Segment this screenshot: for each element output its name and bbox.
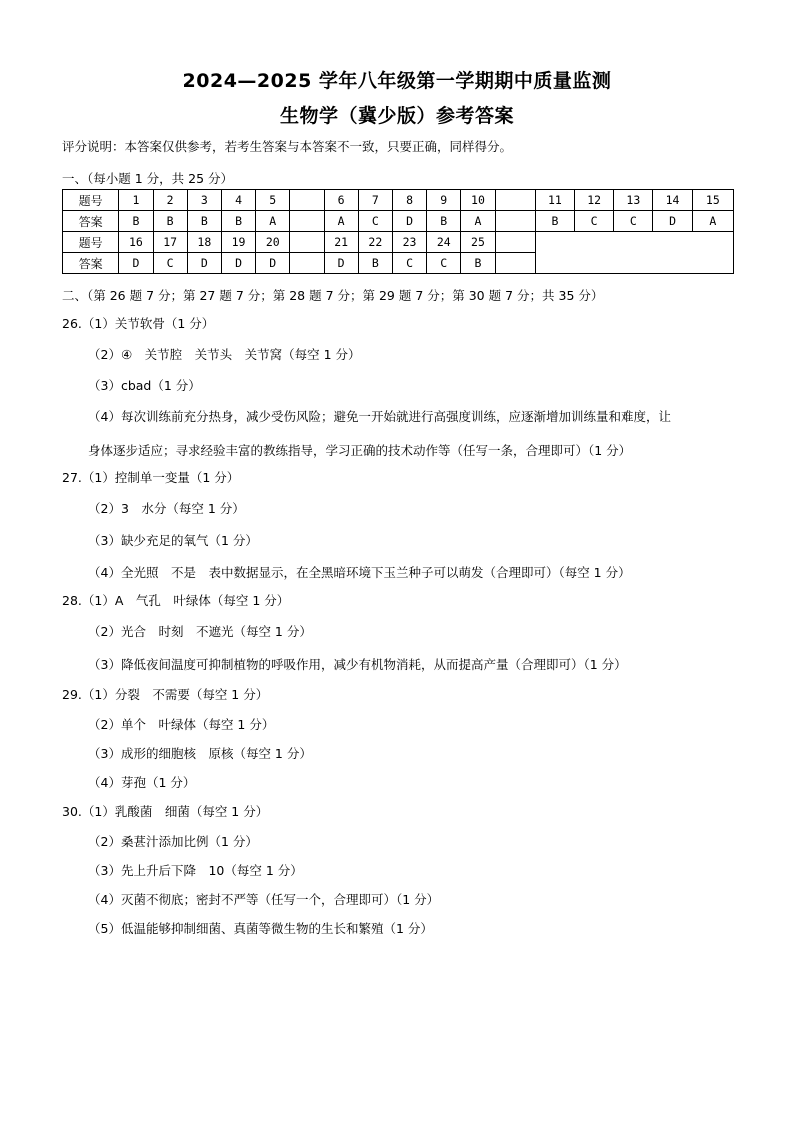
q29-part2: （2）单个 叶绿体（每空 1 分） (88, 717, 275, 732)
table-cell: 9 (427, 190, 461, 211)
table-cell: B (358, 253, 392, 274)
q30-part2: （2）桑葚汁添加比例（1 分） (88, 834, 258, 849)
table-cell: D (221, 253, 255, 274)
q30-part4: （4）灭菌不彻底；密封不严等（任写一个，合理即可）（1 分） (88, 892, 440, 907)
table-cell-empty (290, 211, 324, 232)
q26-part1: 26.（1）关节软骨（1 分） (62, 316, 215, 331)
table-cell: 4 (221, 190, 255, 211)
q27-part4: （4）全光照 不是 表中数据显示，在全黑暗环境下玉兰种子可以萌发（合理即可）（每空 1 分） (88, 565, 631, 580)
table-cell: B (461, 253, 495, 274)
table-cell: B (427, 211, 461, 232)
q30-part1: 30.（1）乳酸菌 细菌（每空 1 分） (62, 804, 269, 819)
q28-part2: （2）光合 时刻 不遮光（每空 1 分） (88, 624, 312, 639)
table-cell: C (392, 253, 426, 274)
table-cell-empty (290, 190, 324, 211)
table-cell: 16 (119, 232, 153, 253)
q28-part3: （3）降低夜间温度可抑制植物的呼吸作用，减少有机物消耗，从而提高产量（合理即可）（1 分） (88, 657, 627, 672)
table-cell: 1 (119, 190, 153, 211)
table-cell: D (187, 253, 221, 274)
table-cell: D (119, 253, 153, 274)
q29-part1: 29.（1）分裂 不需要（每空 1 分） (62, 687, 269, 702)
table-row (63, 232, 734, 253)
table-cell: 21 (324, 232, 358, 253)
section2-title: 二、（第 26 题 7 分；第 27 题 7 分；第 28 题 7 分；第 29 题 7 分；第 30 题 7 分；共 35 分） (62, 288, 604, 303)
page-title: 2024—2025 学年八年级第一学期期中质量监测 (182, 70, 612, 92)
table-cell: 20 (256, 232, 290, 253)
table-header-cell: 答案 (63, 211, 119, 232)
table-cell-empty (495, 232, 535, 253)
table-cell: 22 (358, 232, 392, 253)
table-cell: 24 (427, 232, 461, 253)
table-cell: 5 (256, 190, 290, 211)
table-cell: C (153, 253, 187, 274)
table-cell: C (575, 211, 614, 232)
q26-part4: （4）每次训练前充分热身，减少受伤风险；避免一开始就进行高强度训练，应逐渐增加训练量和难度，让 (88, 409, 671, 424)
table-cell: 15 (692, 190, 733, 211)
table-cell: 2 (153, 190, 187, 211)
table-cell: 13 (614, 190, 653, 211)
q27-part3: （3）缺少充足的氧气（1 分） (88, 533, 258, 548)
table-cell: D (653, 211, 692, 232)
table-header-cell: 题号 (63, 190, 119, 211)
table-cell: 23 (392, 232, 426, 253)
q29-part4: （4）芽孢（1 分） (88, 775, 196, 790)
table-cell-empty (290, 253, 324, 274)
table-cell-empty (495, 211, 535, 232)
table-cell: 14 (653, 190, 692, 211)
table-cell: 8 (392, 190, 426, 211)
table-cell: 10 (461, 190, 495, 211)
table-cell: B (221, 211, 255, 232)
table-cell: B (153, 211, 187, 232)
q26-part3: （3）cbad（1 分） (88, 378, 201, 393)
table-cell: 17 (153, 232, 187, 253)
table-cell: D (256, 253, 290, 274)
table-cell: C (427, 253, 461, 274)
answer-table (62, 189, 734, 274)
table-cell-empty (495, 253, 535, 274)
table-cell-empty (495, 190, 535, 211)
q27-part2: （2）3 水分（每空 1 分） (88, 501, 245, 516)
q30-part5: （5）低温能够抑制细菌、真菌等微生物的生长和繁殖（1 分） (88, 921, 433, 936)
table-cell: B (535, 211, 574, 232)
table-header-cell: 答案 (63, 253, 119, 274)
table-cell: C (614, 211, 653, 232)
q27-part1: 27.（1）控制单一变量（1 分） (62, 470, 240, 485)
table-cell: B (187, 211, 221, 232)
table-cell: 3 (187, 190, 221, 211)
table-header-cell: 题号 (63, 232, 119, 253)
grading-note: 评分说明：本答案仅供参考，若考生答案与本答案不一致，只要正确，同样得分。 (62, 139, 513, 154)
table-cell: C (358, 211, 392, 232)
table-cell: D (324, 253, 358, 274)
q26-part2: （2）④ 关节腔 关节头 关节窝（每空 1 分） (88, 347, 361, 362)
table-row (63, 190, 734, 211)
table-cell: A (692, 211, 733, 232)
table-cell: 25 (461, 232, 495, 253)
table-cell: 7 (358, 190, 392, 211)
table-cell: 12 (575, 190, 614, 211)
table-cell-merged-empty (535, 232, 733, 274)
q26-part4-cont: 身体逐步适应；寻求经验丰富的教练指导，学习正确的技术动作等（任写一条，合理即可）（1 分） (88, 443, 632, 458)
table-cell: B (119, 211, 153, 232)
table-cell: 11 (535, 190, 574, 211)
section1-title: 一、（每小题 1 分，共 25 分） (62, 171, 234, 186)
table-cell-empty (290, 232, 324, 253)
table-row (63, 211, 734, 232)
table-cell: A (461, 211, 495, 232)
table-cell: 19 (221, 232, 255, 253)
table-cell: 6 (324, 190, 358, 211)
q29-part3: （3）成形的细胞核 原核（每空 1 分） (88, 746, 312, 761)
table-cell: A (256, 211, 290, 232)
table-cell: A (324, 211, 358, 232)
table-cell: D (392, 211, 426, 232)
table-cell: 18 (187, 232, 221, 253)
page-subtitle: 生物学（冀少版）参考答案 (279, 105, 514, 127)
q28-part1: 28.（1）A 气孔 叶绿体（每空 1 分） (62, 593, 290, 608)
q30-part3: （3）先上升后下降 10（每空 1 分） (88, 863, 303, 878)
